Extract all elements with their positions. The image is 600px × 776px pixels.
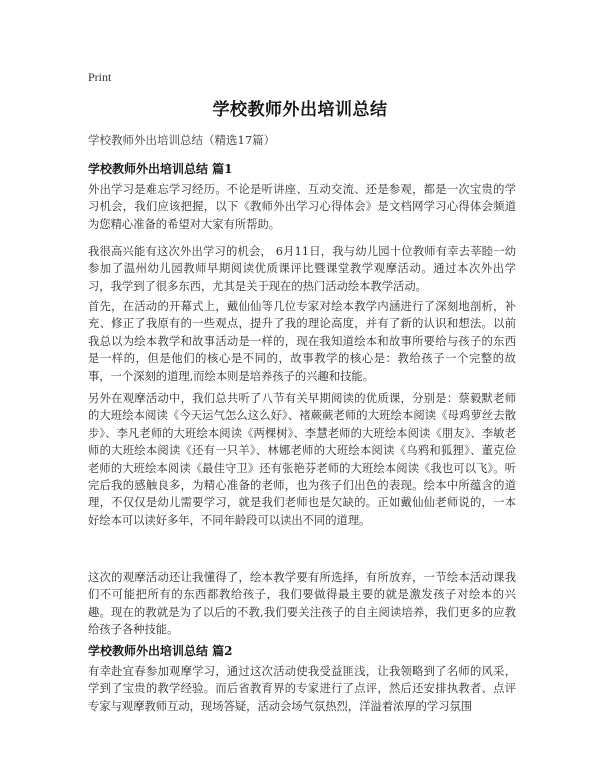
page-title: 学校教师外出培训总结 — [212, 100, 388, 120]
paragraph: 另外在观摩活动中，我们总共听了八节有关早期阅读的优质课，分别是：蔡毅默老师的大班绘本阅读《今天运气怎么这么好》、褚蕨蕨老师的大班绘本阅读《母鸡萝丝去散步》、李凡老师的大班绘本阅读《两棵树》、李慧老师的大班绘本阅读《朋友》、李敏老师的大班绘本阅读《还有一只羊》、林娜老师的大班绘本阅读《乌鸦和狐狸》、董克俭老师的大班绘本阅读《最佳守卫》还有张艳芬老师的大班绘本阅读《我也可以飞》。听完后我的感触良多，为精心准备的老师，也为孩子们出色的表现。绘本中所蕴含的道理，不仅仅是幼儿需要学习，就是我们老师也是欠缺的。正如戴仙仙老师说的，一本好绘本可以读好多年，不同年龄段可以读出不同的道理。 — [88, 392, 516, 527]
paragraph: 我很高兴能有这次外出学习的机会， 6月11日，我与幼儿园十位教师有幸去莘睦一幼参加了温州幼儿园教师早期阅读优质课评比暨课堂教学观摩活动。通过本次外出学习，我学到了很多东西，尤其是关于现在的热门活动绘本教学活动。 — [88, 245, 516, 293]
section-heading-2: 学校教师外出培训总结 篇2 — [88, 644, 233, 658]
page-subtitle: 学校教师外出培训总结（精选17篇） — [88, 133, 276, 147]
paragraph: 有幸赴宜春参加观摩学习，通过这次活动使我受益匪浅，让我领略到了名师的风采，学到了宝贵的教学经验。而后省教育界的专家进行了点评，然后还安排执教者、点评专家与观摩教师互动，现场答疑，活动会场气氛热烈，洋溢着浓厚的学习氛围 — [88, 665, 516, 713]
paragraph: 首先，在活动的开幕式上，戴仙仙等几位专家对绘本教学内涵进行了深刻地剖析，补充、修正了我原有的一些观点，提升了我的理论高度，并有了新的认识和想法。以前我总以为绘本教学和故事活动是一样的，现在我知道绘本和故事所要给与孩子的东西是一样的，但是他们的核心是不同的，故事教学的核心是：教给孩子一个完整的故事，一个深刻的道理,而绘本则是培养孩子的兴趣和技能。 — [88, 300, 516, 383]
paragraph: 这次的观摩活动还让我懂得了，绘本教学要有所选择，有所放弃，一节绘本活动课我们不可能把所有的东西都教给孩子，我们要做得最主要的就是激发孩子对绘本的兴趣。现在的教就是为了以后的不教,我们要关注孩子的自主阅读培养，我们更多的应教给孩子各种技能。 — [88, 571, 516, 637]
print-label: Print — [88, 70, 112, 84]
section-heading-1: 学校教师外出培训总结 篇1 — [88, 162, 233, 176]
paragraph: 外出学习是难忘学习经历。不论是听讲座、互动交流、还是参观，都是一次宝贵的学习机会，我们应该把握，以下《教师外出学习心得体会》是文档网学习心得体会频道为您精心准备的希望对大家有所帮助。 — [88, 183, 516, 231]
